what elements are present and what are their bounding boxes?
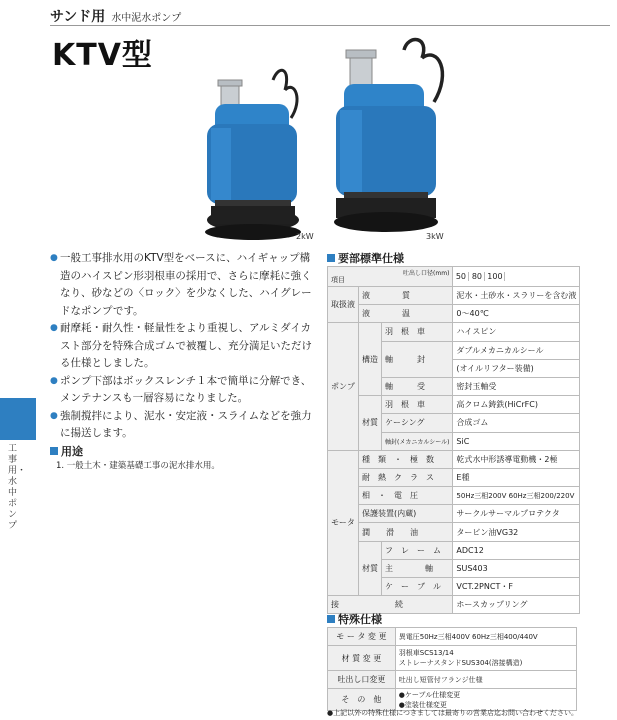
connection-value: ホースカップリング — [453, 596, 580, 614]
bore-sizes: 50 80 100 — [453, 267, 580, 287]
shaft-seal-value: ダブルメカニカルシール — [453, 341, 580, 359]
motor-type-label: 種 類 ・ 極 数 — [359, 450, 453, 468]
frame-label: フ レ ー ム — [382, 541, 453, 559]
spec-title: 要部標準仕様 — [327, 250, 404, 266]
shaft-seal-label: 軸 封 — [382, 341, 453, 377]
insulation-value: E種 — [453, 468, 580, 486]
page-header — [50, 6, 610, 26]
footnote: ●上記以外の特殊仕様につきましては最寄りの営業店迄お問い合わせください。 — [327, 709, 578, 717]
description-list — [50, 250, 312, 443]
casing-value: 合成ゴム — [453, 414, 580, 432]
spec-table — [327, 266, 580, 614]
caption-3kw: 3kW — [426, 232, 444, 241]
motor-material-group: 材質 — [359, 541, 382, 596]
mech-seal-label: 軸封(メカニカルシール) — [382, 432, 453, 450]
spec-header-cell: 項目 吐出し口径(mm) — [328, 267, 453, 287]
mech-seal-value: SiC — [453, 432, 580, 450]
power-value: 50Hz三相200V 60Hz三相200/220V — [453, 487, 580, 505]
bearing-value: 密封玉軸受 — [453, 377, 580, 395]
fluid-group: 取扱液 — [328, 287, 359, 323]
subcategory-label: 水中泥水ポンプ — [111, 13, 182, 24]
special-label: そ の 他 — [328, 689, 396, 711]
impeller-material-label: 羽 根 車 — [382, 396, 453, 414]
special-label: 吐出し口変更 — [328, 671, 396, 689]
description-item: ● 耐摩耗・耐久性・軽量性をより重視し、アルミダイカスト部分を特殊合成ゴムで被覆し、充分満足いただける仕様としました。 — [50, 320, 312, 373]
structure-group: 構造 — [359, 323, 382, 396]
protection-value: サークルサーマルプロテクタ — [453, 505, 580, 523]
connection-label: 接 続 — [328, 596, 453, 614]
impeller-material-value: 高クロム鋳鉄(HiCrFC) — [453, 396, 580, 414]
pump-group: ポンプ — [328, 323, 359, 450]
shaft-seal-note: (オイルリフター装備) — [453, 359, 580, 377]
special-label: 材 質 変 更 — [328, 646, 396, 671]
special-value: 異電圧50Hz三相400V 60Hz三相400/440V — [395, 628, 576, 646]
impeller-label: 羽 根 車 — [382, 323, 453, 341]
category-label: サンド用 — [50, 9, 106, 25]
usage-title: 用途 — [50, 443, 83, 459]
main-shaft-label: 主 軸 — [382, 559, 453, 577]
fluid-quality-label: 液 質 — [359, 287, 453, 305]
main-shaft-value: SUS403 — [453, 559, 580, 577]
model-title: KTV型 — [52, 38, 153, 73]
fluid-temp-label: 液 温 — [359, 305, 453, 323]
special-value: 羽根車SCS13/14 ストレーナスタンドSUS304(溶接構造) — [395, 646, 576, 671]
impeller-value: ハイスピン — [453, 323, 580, 341]
motor-group: モータ — [328, 450, 359, 596]
description-item: ● ポンプ下部はボックスレンチ１本で簡単に分解でき、メンテナンスも一層容易になりました。 — [50, 373, 312, 408]
insulation-label: 耐 熱 ク ラ ス — [359, 468, 453, 486]
special-value: 吐出し短管付フランジ仕様 — [395, 671, 576, 689]
special-table — [327, 627, 577, 711]
frame-value: ADC12 — [453, 541, 580, 559]
fluid-quality-value: 泥水・土砂水・スラリーを含む液 — [453, 287, 580, 305]
header-rule — [50, 25, 610, 26]
bearing-label: 軸 受 — [382, 377, 453, 395]
description-item: ● 強制撹拌により、泥水・安定液・スライムなどを強力に揚送します。 — [50, 408, 312, 443]
motor-type-value: 乾式水中形誘導電動機・2極 — [453, 450, 580, 468]
special-title: 特殊仕様 — [327, 611, 382, 627]
usage-text: 1. 一般土木・建築基礎工事の泥水排水用。 — [56, 461, 220, 471]
description-item: ● 一般工事排水用のKTV型をベースに、ハイギャップ構造のハイスピン形羽根車の採用で、さらに摩耗に強くなり、砂などの〈ロック〉を少なくした、ハイグレードなポンプです。 — [50, 250, 312, 320]
power-label: 相 ・ 電 圧 — [359, 487, 453, 505]
casing-label: ケーシング — [382, 414, 453, 432]
side-tab — [0, 398, 36, 440]
fluid-temp-value: 0〜40℃ — [453, 305, 580, 323]
side-label: 工事用・水中ポンプ — [8, 444, 27, 531]
oil-label: 潤 滑 油 — [359, 523, 453, 541]
caption-2kw: 2kW — [296, 232, 314, 241]
cable-value: VCT.2PNCT・F — [453, 578, 580, 596]
pump-3kw-image — [330, 32, 470, 242]
pump-2kw-image — [185, 60, 325, 242]
special-label: モ ー タ 変 更 — [328, 628, 396, 646]
oil-value: タービン油VG32 — [453, 523, 580, 541]
material-group: 材質 — [359, 396, 382, 451]
cable-label: ケ ー ブ ル — [382, 578, 453, 596]
protection-label: 保護装置(内蔵) — [359, 505, 453, 523]
special-value: ●ケーブル仕様変更 ●塗装仕様変更 — [395, 689, 576, 711]
